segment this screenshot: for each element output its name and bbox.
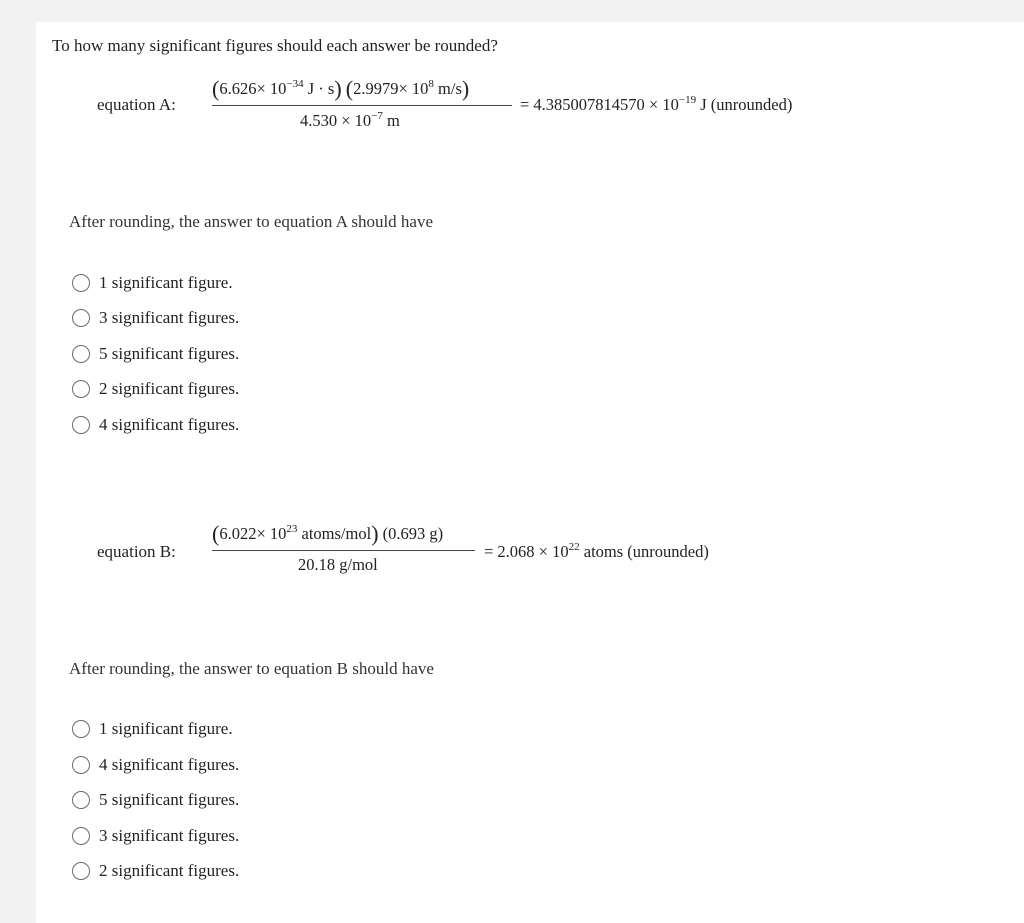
equation-a-option-4[interactable]: 2 significant figures. xyxy=(72,377,239,401)
equation-b-fraction-bar xyxy=(212,550,475,551)
radio-button[interactable] xyxy=(72,380,90,398)
question-prompt: To how many significant figures should each answer be rounded? xyxy=(52,36,498,55)
equation-a-label: equation A: xyxy=(97,95,176,114)
radio-button[interactable] xyxy=(72,309,90,327)
equation-a-result: = $4.385007814570 \times 10^{-19}$ J (unrounded) xyxy=(520,94,793,114)
equation-a-option-1[interactable]: 1 significant figure. xyxy=(72,271,233,295)
radio-button[interactable] xyxy=(72,827,90,845)
radio-button[interactable] xyxy=(72,791,90,809)
equation-b-option-1[interactable]: 1 significant figure. xyxy=(72,717,233,741)
radio-button[interactable] xyxy=(72,274,90,292)
equation-b-option-3[interactable]: 5 significant figures. xyxy=(72,788,239,812)
equation-b-after-text: After rounding, the answer to equation B should have xyxy=(69,659,434,678)
radio-button[interactable] xyxy=(72,416,90,434)
equation-b-result: = $2.068 \times 10^{22}$ atoms (unrounded) xyxy=(484,541,709,561)
radio-button[interactable] xyxy=(72,756,90,774)
equation-a-denominator: $4.530 \times 10^{-7}$ m xyxy=(300,110,400,130)
equation-a-option-5[interactable]: 4 significant figures. xyxy=(72,413,239,437)
equation-a-numerator: ($6.626\times 10^{-34}$ J · s) ($2.9979\times 10^8$ m/s) xyxy=(212,76,470,101)
equation-b-option-5[interactable]: 2 significant figures. xyxy=(72,859,239,883)
equation-b-label: equation B: xyxy=(97,542,176,561)
equation-b-numerator: ($6.022\times 10^{23}$ atoms/mol) (0.693 g) xyxy=(212,521,444,546)
equation-a-option-2[interactable]: 3 significant figures. xyxy=(72,306,239,330)
radio-button[interactable] xyxy=(72,862,90,880)
equation-a-option-3[interactable]: 5 significant figures. xyxy=(72,342,239,366)
radio-button[interactable] xyxy=(72,720,90,738)
equation-b-option-2[interactable]: 4 significant figures. xyxy=(72,753,239,777)
equation-b-option-4[interactable]: 3 significant figures. xyxy=(72,824,239,848)
equation-a-fraction-bar xyxy=(212,105,512,106)
equation-b-denominator: 20.18 g/mol xyxy=(298,555,378,574)
radio-button[interactable] xyxy=(72,345,90,363)
equation-a-after-text: After rounding, the answer to equation A should have xyxy=(69,212,434,231)
